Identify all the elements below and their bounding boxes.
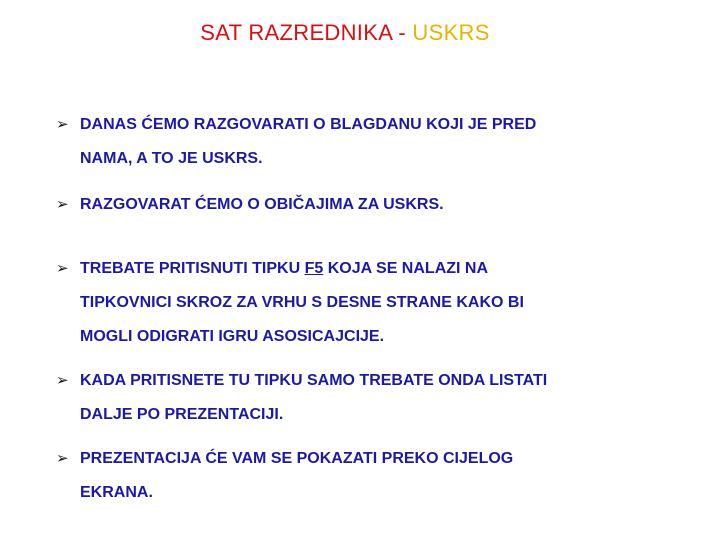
arrow-bullet-icon: ➢ (56, 450, 69, 467)
bullet-item (56, 442, 676, 510)
bullet-item (56, 252, 676, 354)
bullet-line: EKRANA. (80, 484, 153, 501)
bullet-line (80, 252, 676, 286)
f5-key-label: F5 (304, 260, 324, 277)
arrow-bullet-icon: ➢ (56, 372, 69, 389)
slide-title (0, 20, 690, 46)
bullet-text: KOJA SE NALAZI NA (323, 260, 489, 277)
bullet-line: DALJE PO PREZENTACIJI. (80, 406, 284, 423)
bullet-line: MOGLI ODIGRATI IGRU ASOSICAJCIJE. (80, 328, 385, 345)
bullet-line: NAMA, A TO JE USKRS. (80, 150, 263, 167)
bullet-list (56, 108, 676, 510)
bullet-item (56, 188, 676, 222)
bullet-line: TIPKOVNICI SKROZ ZA VRHU S DESNE STRANE KAKO BI (80, 294, 524, 311)
bullet-text: TREBATE PRITISNUTI TIPKU (80, 260, 305, 277)
title-part-a: SAT RAZREDNIKA - (200, 20, 413, 45)
title-part-b: USKRS (412, 20, 490, 45)
arrow-bullet-icon: ➢ (56, 196, 69, 213)
bullet-line: DANAS ĆEMO RAZGOVARATI O BLAGDANU KOJI JE PRED (80, 116, 537, 133)
bullet-line: KADA PRITISNETE TU TIPKU SAMO TREBATE ONDA LISTATI (80, 372, 548, 389)
arrow-bullet-icon: ➢ (56, 116, 69, 133)
bullet-line: PREZENTACIJA ĆE VAM SE POKAZATI PREKO CIJELOG (80, 450, 514, 467)
arrow-bullet-icon: ➢ (56, 260, 69, 277)
bullet-item (56, 364, 676, 432)
bullet-line: RAZGOVARAT ĆEMO O OBIČAJIMA ZA USKRS. (80, 196, 444, 213)
bullet-item (56, 108, 676, 176)
